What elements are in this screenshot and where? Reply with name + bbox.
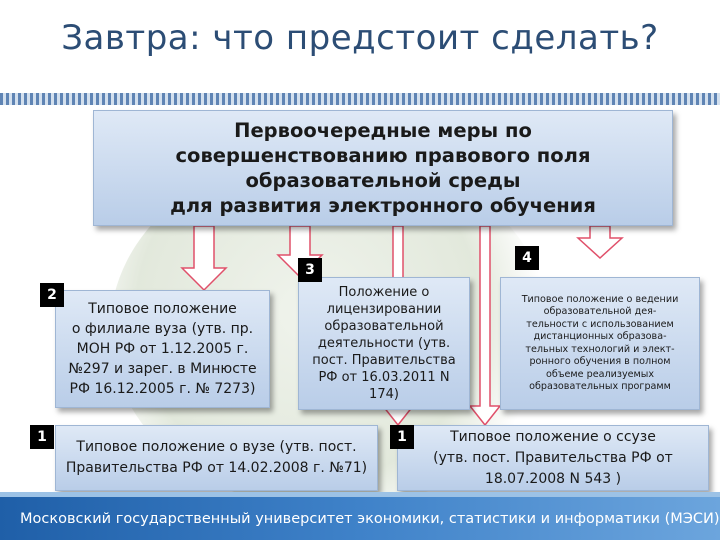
box3-line-3: образовательной	[324, 319, 444, 334]
box1b-number-badge: 1	[390, 425, 414, 449]
box4-line-1: Типовое положение о ведении	[521, 293, 679, 305]
box4-number-badge: 4	[515, 246, 539, 270]
box1a-number-badge: 1	[30, 425, 54, 449]
slide-title: Завтра: что предстоит сделать?	[61, 18, 659, 58]
box-university-regulation	[55, 425, 378, 491]
box1b-line-1: Типовое положение о ссузе	[450, 428, 656, 445]
box3-line-6: РФ от 16.03.2011 N	[318, 370, 450, 385]
box3-line-2: лицензировании	[326, 302, 442, 317]
box2-number-badge: 2	[40, 283, 64, 307]
box3-line-7: 174)	[369, 387, 399, 402]
box2-line-3: МОН РФ от 1.12.2005 г.	[76, 341, 249, 357]
box4-line-2: образовательной дея-	[543, 306, 657, 317]
box4-line-7: объеме реализуемых	[545, 368, 655, 380]
box4-line-8: образовательных программ	[529, 381, 671, 392]
main-box-line-1: Первоочередные меры по	[234, 119, 532, 142]
box3-number-badge: 3	[298, 258, 322, 282]
box4-line-4: дистанционных образова-	[533, 331, 667, 342]
box2-line-5: РФ 16.12.2005 г. № 7273)	[69, 381, 256, 397]
arrow-to-box-1-right	[470, 226, 500, 425]
box2-line-4: №297 и зарег. в Минюсте	[68, 361, 257, 377]
box1a-line-1b: (утв. пост.	[275, 439, 357, 455]
arrow-to-box-2	[182, 226, 226, 290]
box2-line-1: Типовое положение	[88, 301, 237, 317]
box4-line-5: тельных технологий и элект-	[525, 343, 675, 355]
box-branch-regulation	[55, 290, 270, 408]
box1a-line-2: Правительства РФ от 14.02.2008 г. №71)	[65, 460, 368, 476]
box-college-regulation	[397, 425, 709, 491]
box-licensing-regulation	[298, 277, 470, 410]
box1a-line-1-wrap	[66, 437, 367, 458]
box4-line-6: ронного обучения в полном	[529, 356, 671, 367]
box-elearning-regulation	[500, 277, 700, 410]
main-box-line-3: образовательной среды	[245, 169, 521, 192]
footer-university-name: Московский государственный университет экономики, статистики и информатики (МЭСИ)	[20, 510, 720, 527]
arrow-to-box-4	[578, 226, 622, 258]
main-box-line-2: совершенствованию правового поля	[175, 144, 591, 167]
box3-line-1: Положение о	[338, 285, 430, 300]
box1b-line-2: (утв. пост. Правительства РФ от	[433, 449, 673, 466]
box2-line-2: о филиале вуза (утв. пр.	[71, 321, 254, 337]
box3-line-4-wrap	[312, 335, 455, 352]
main-box-line-4: для развития электронного обучения	[170, 194, 596, 217]
box3-line-4: деятельности	[317, 336, 414, 351]
box1b-line-3: 18.07.2008 N 543 )	[484, 470, 622, 487]
box1a-line-1: Типовое положение о вузе	[76, 439, 276, 455]
box3-line-4b: (утв.	[413, 336, 451, 351]
box3-line-5: пост. Правительства	[312, 353, 456, 368]
box4-line-3: тельности с использованием	[526, 318, 674, 330]
main-measures-box	[93, 110, 673, 226]
footer-bar	[0, 497, 720, 540]
